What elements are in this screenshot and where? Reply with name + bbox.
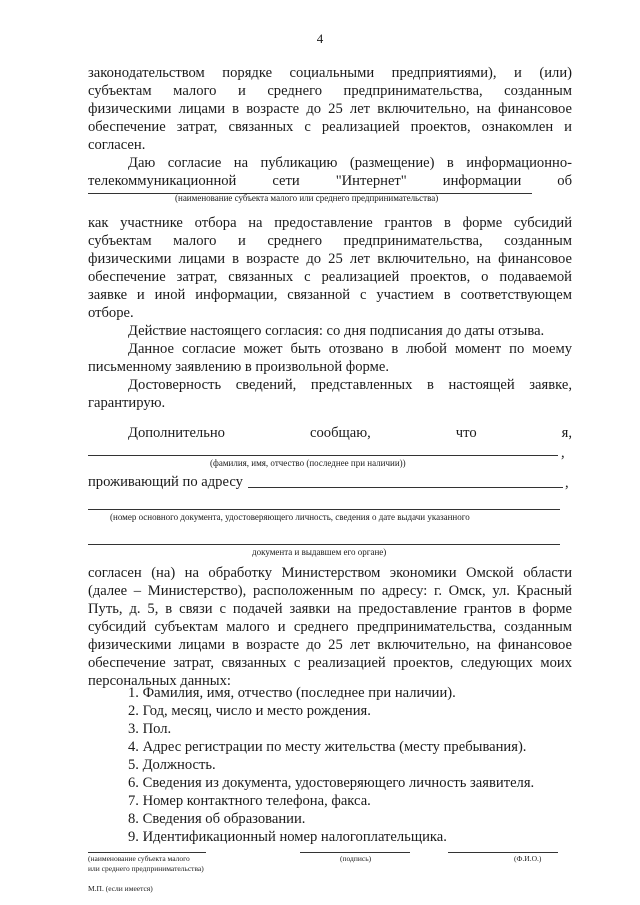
body-line: телекоммуникационной сети "Интернет" информации об xyxy=(88,173,572,189)
body-line: Путь, д. 5, в связи с подачей заявки на предоставление грантов в форме xyxy=(88,601,572,617)
body-line: гарантирую. xyxy=(88,395,166,411)
list-item: 5. Должность. xyxy=(128,757,216,773)
body-line: Действие настоящего согласия: со дня подписания до даты отзыва. xyxy=(128,323,545,339)
list-item: 9. Идентификационный номер налогоплательщика. xyxy=(128,829,447,845)
signature-line xyxy=(300,852,410,853)
address-field-line xyxy=(248,487,563,488)
signature-caption: (подпись) xyxy=(340,854,372,863)
body-line: согласен. xyxy=(88,137,146,153)
body-line: обеспечение затрат, связанных с реализацией проектов, следующих моих xyxy=(88,655,572,671)
list-item: 3. Пол. xyxy=(128,721,172,737)
body-line: законодательством порядке социальными предприятиями), и (или) xyxy=(88,65,572,81)
body-line: как участнике отбора на предоставление грантов в форме субсидий xyxy=(88,215,572,231)
body-line: Данное согласие может быть отозвано в любой момент по моему xyxy=(128,341,572,357)
id-doc-caption-2: документа и выдавшем его органе) xyxy=(252,547,387,557)
list-item: 2. Год, месяц, число и место рождения. xyxy=(128,703,371,719)
list-item: 8. Сведения об образовании. xyxy=(128,811,306,827)
stamp-caption: М.П. (если имеется) xyxy=(88,884,153,893)
full-name-field-line xyxy=(88,455,558,456)
body-line: Дополнительно сообщаю, что я, xyxy=(128,425,572,441)
id-doc-field-line-2 xyxy=(88,544,560,545)
body-line: обеспечение затрат, связанных с реализацией проектов, о подаваемой xyxy=(88,269,572,285)
body-line: Даю согласие на публикацию (размещение) в информационно- xyxy=(128,155,572,171)
body-line: согласен (на) на обработку Министерством экономики Омской области xyxy=(88,565,572,581)
body-line: отборе. xyxy=(88,305,134,321)
full-name-caption: (фамилия, имя, отчество (последнее при наличии)) xyxy=(210,458,406,468)
body-line: персональных данных: xyxy=(88,673,231,689)
body-line: (далее – Министерство), расположенным по адресу: г. Омск, ул. Красный xyxy=(88,583,572,599)
fio-line xyxy=(448,852,558,853)
body-line: письменному заявлению в произвольной форме. xyxy=(88,359,389,375)
body-line: субъектам малого и среднего предпринимательства, созданным xyxy=(88,233,572,249)
body-line: физическими лицами в возрасте до 25 лет включительно, на финансовое xyxy=(88,251,572,267)
body-line: субсидий субъектам малого и среднего предпринимательства, созданным xyxy=(88,619,572,635)
list-item: 4. Адрес регистрации по месту жительства (месту пребывания). xyxy=(128,739,527,755)
body-line: заявке и иной информации, связанной с участием в соответствующем xyxy=(88,287,572,303)
id-doc-field-line xyxy=(88,509,560,510)
address-label: проживающий по адресу xyxy=(88,474,243,490)
body-line: физическими лицами в возрасте до 25 лет включительно, на финансовое xyxy=(88,101,572,117)
list-item: 1. Фамилия, имя, отчество (последнее при наличии). xyxy=(128,685,456,701)
comma: , xyxy=(561,445,565,461)
body-line: Достоверность сведений, представленных в настоящей заявке, xyxy=(128,377,572,393)
comma: , xyxy=(565,475,569,491)
page-number: 4 xyxy=(316,31,324,46)
entity-name-caption: (наименование субъекта малого или среднего предпринимательства) xyxy=(175,193,439,203)
id-doc-caption: (номер основного документа, удостоверяющего личность, сведения о дате выдачи указанного xyxy=(110,512,470,522)
body-line: физическими лицами в возрасте до 25 лет включительно, на финансовое xyxy=(88,637,572,653)
signature-entity-caption: (наименование субъекта малого xyxy=(88,854,190,863)
list-item: 6. Сведения из документа, удостоверяющего личность заявителя. xyxy=(128,775,535,791)
fio-caption: (Ф.И.О.) xyxy=(514,854,542,863)
body-line: обеспечение затрат, связанных с реализацией проектов, ознакомлен и xyxy=(88,119,572,135)
body-line: субъектам малого и среднего предпринимательства, созданным xyxy=(88,83,572,99)
list-item: 7. Номер контактного телефона, факса. xyxy=(128,793,371,809)
signature-entity-line xyxy=(88,852,206,853)
signature-entity-caption-2: или среднего предпринимательства) xyxy=(88,864,204,873)
